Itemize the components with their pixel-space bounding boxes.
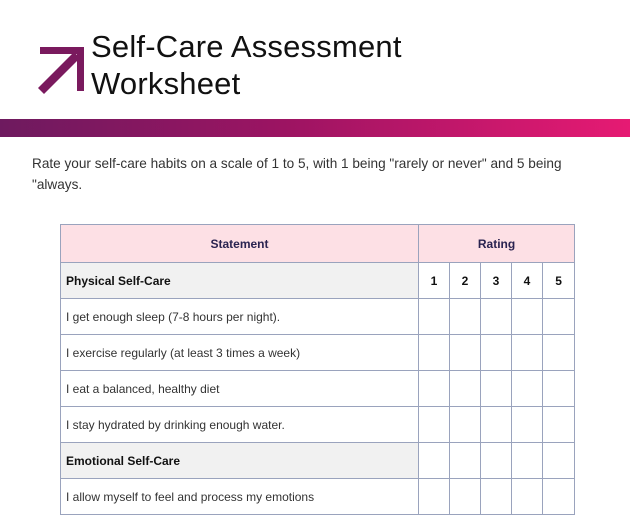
rating-header-4: 4 bbox=[512, 263, 543, 299]
table-row bbox=[61, 371, 575, 407]
rating-cell-2[interactable] bbox=[450, 335, 481, 371]
statement-cell: I allow myself to feel and process my emotions bbox=[61, 479, 419, 515]
table-row bbox=[61, 335, 575, 371]
rating-cell-5[interactable] bbox=[543, 299, 575, 335]
rating-cell-4[interactable] bbox=[512, 407, 543, 443]
rating-cell-3[interactable] bbox=[481, 371, 512, 407]
rating-cell-2[interactable] bbox=[450, 407, 481, 443]
rating-cell-3[interactable] bbox=[481, 335, 512, 371]
statement-cell: I get enough sleep (7-8 hours per night). bbox=[61, 299, 419, 335]
rating-cell-2[interactable] bbox=[450, 371, 481, 407]
rating-cell-1 bbox=[419, 443, 450, 479]
rating-cell-5[interactable] bbox=[543, 479, 575, 515]
rating-cell-2[interactable] bbox=[450, 299, 481, 335]
rating-column-header: Rating bbox=[419, 225, 575, 263]
instructions-text: Rate your self-care habits on a scale of 1 to 5, with 1 being "rarely or never" and 5 being "always. bbox=[32, 156, 562, 192]
rating-cell-1[interactable] bbox=[419, 479, 450, 515]
worksheet-header bbox=[0, 0, 630, 120]
section-row-emotional bbox=[61, 443, 575, 479]
section-title: Physical Self-Care bbox=[61, 263, 419, 299]
rating-cell-3 bbox=[481, 443, 512, 479]
table-header-row bbox=[61, 225, 575, 263]
rating-cell-5 bbox=[543, 443, 575, 479]
rating-header-2: 2 bbox=[450, 263, 481, 299]
assessment-table bbox=[60, 224, 575, 515]
rating-cell-1[interactable] bbox=[419, 407, 450, 443]
table-row bbox=[61, 299, 575, 335]
title-line-1: Self-Care Assessment bbox=[91, 29, 402, 64]
arrow-up-right-icon bbox=[34, 44, 86, 96]
statement-column-header: Statement bbox=[61, 225, 419, 263]
rating-cell-1[interactable] bbox=[419, 299, 450, 335]
rating-cell-2[interactable] bbox=[450, 479, 481, 515]
section-title: Emotional Self-Care bbox=[61, 443, 419, 479]
rating-cell-3[interactable] bbox=[481, 299, 512, 335]
rating-cell-5[interactable] bbox=[543, 407, 575, 443]
rating-cell-1[interactable] bbox=[419, 335, 450, 371]
rating-cell-4[interactable] bbox=[512, 299, 543, 335]
rating-cell-4[interactable] bbox=[512, 479, 543, 515]
table-row bbox=[61, 479, 575, 515]
rating-cell-4 bbox=[512, 443, 543, 479]
section-row-physical bbox=[61, 263, 575, 299]
page-title bbox=[91, 28, 402, 102]
statement-cell: I eat a balanced, healthy diet bbox=[61, 371, 419, 407]
rating-header-1: 1 bbox=[419, 263, 450, 299]
rating-header-3: 3 bbox=[481, 263, 512, 299]
rating-cell-5[interactable] bbox=[543, 371, 575, 407]
title-line-2: Worksheet bbox=[91, 66, 241, 101]
rating-cell-5[interactable] bbox=[543, 335, 575, 371]
rating-cell-3[interactable] bbox=[481, 407, 512, 443]
rating-cell-2 bbox=[450, 443, 481, 479]
rating-cell-3[interactable] bbox=[481, 479, 512, 515]
rating-cell-4[interactable] bbox=[512, 335, 543, 371]
rating-cell-1[interactable] bbox=[419, 371, 450, 407]
statement-cell: I exercise regularly (at least 3 times a week) bbox=[61, 335, 419, 371]
gradient-divider bbox=[0, 119, 630, 137]
rating-cell-4[interactable] bbox=[512, 371, 543, 407]
rating-header-5: 5 bbox=[543, 263, 575, 299]
statement-cell: I stay hydrated by drinking enough water. bbox=[61, 407, 419, 443]
table-row bbox=[61, 407, 575, 443]
